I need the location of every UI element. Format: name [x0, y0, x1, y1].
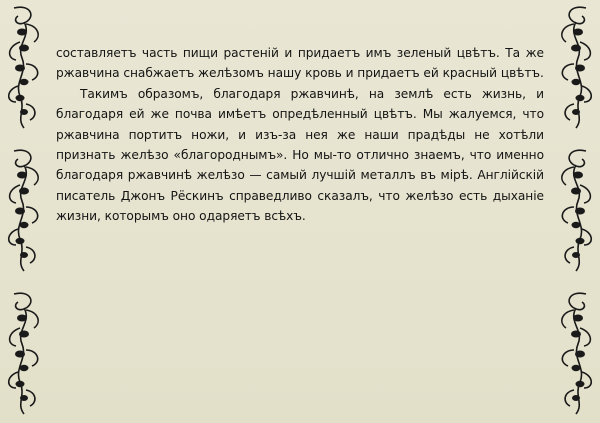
ornament-right-top [552, 2, 598, 132]
vine-flourish-icon [552, 2, 598, 132]
vine-flourish-icon [2, 288, 48, 418]
vine-flourish-icon [552, 288, 598, 418]
ornament-left-middle [2, 145, 48, 275]
ornament-right-bottom [552, 288, 598, 418]
ornament-left-bottom [2, 288, 48, 418]
vine-flourish-icon [2, 2, 48, 132]
vine-flourish-icon [2, 145, 48, 275]
paragraph-1: составляетъ часть пищи растеній и придаетъ имъ зеленый цвѣтъ. Та же ржавчина снабжаетъ желѣзомъ нашу кровь и придаетъ ей красный цвѣтъ. [56, 46, 544, 81]
paragraph-2: Такимъ образомъ, благодаря ржавчинѣ, на землѣ есть жизнь, и благодаря ей же почва имѣетъ опредѣленный цвѣтъ. Мы жалуемся, что ржавчина портитъ ножи, и изъ-за нея же наши прадѣды не хотѣли признать желѣзо «благороднымъ». Но мы-то отлично знаемъ, что именно благодаря ржавчинѣ желѣзо — самый лучшій металлъ въ мірѣ. Англійскій писатель Джонъ Рёскинъ справедливо сказалъ, что желѣзо есть дыханіе жизни, которымъ оно одаряетъ всѣхъ. [56, 86, 544, 224]
ornament-left-top [2, 2, 48, 132]
vine-flourish-icon [552, 145, 598, 275]
body-text [56, 43, 544, 227]
ornament-right-middle [552, 145, 598, 275]
